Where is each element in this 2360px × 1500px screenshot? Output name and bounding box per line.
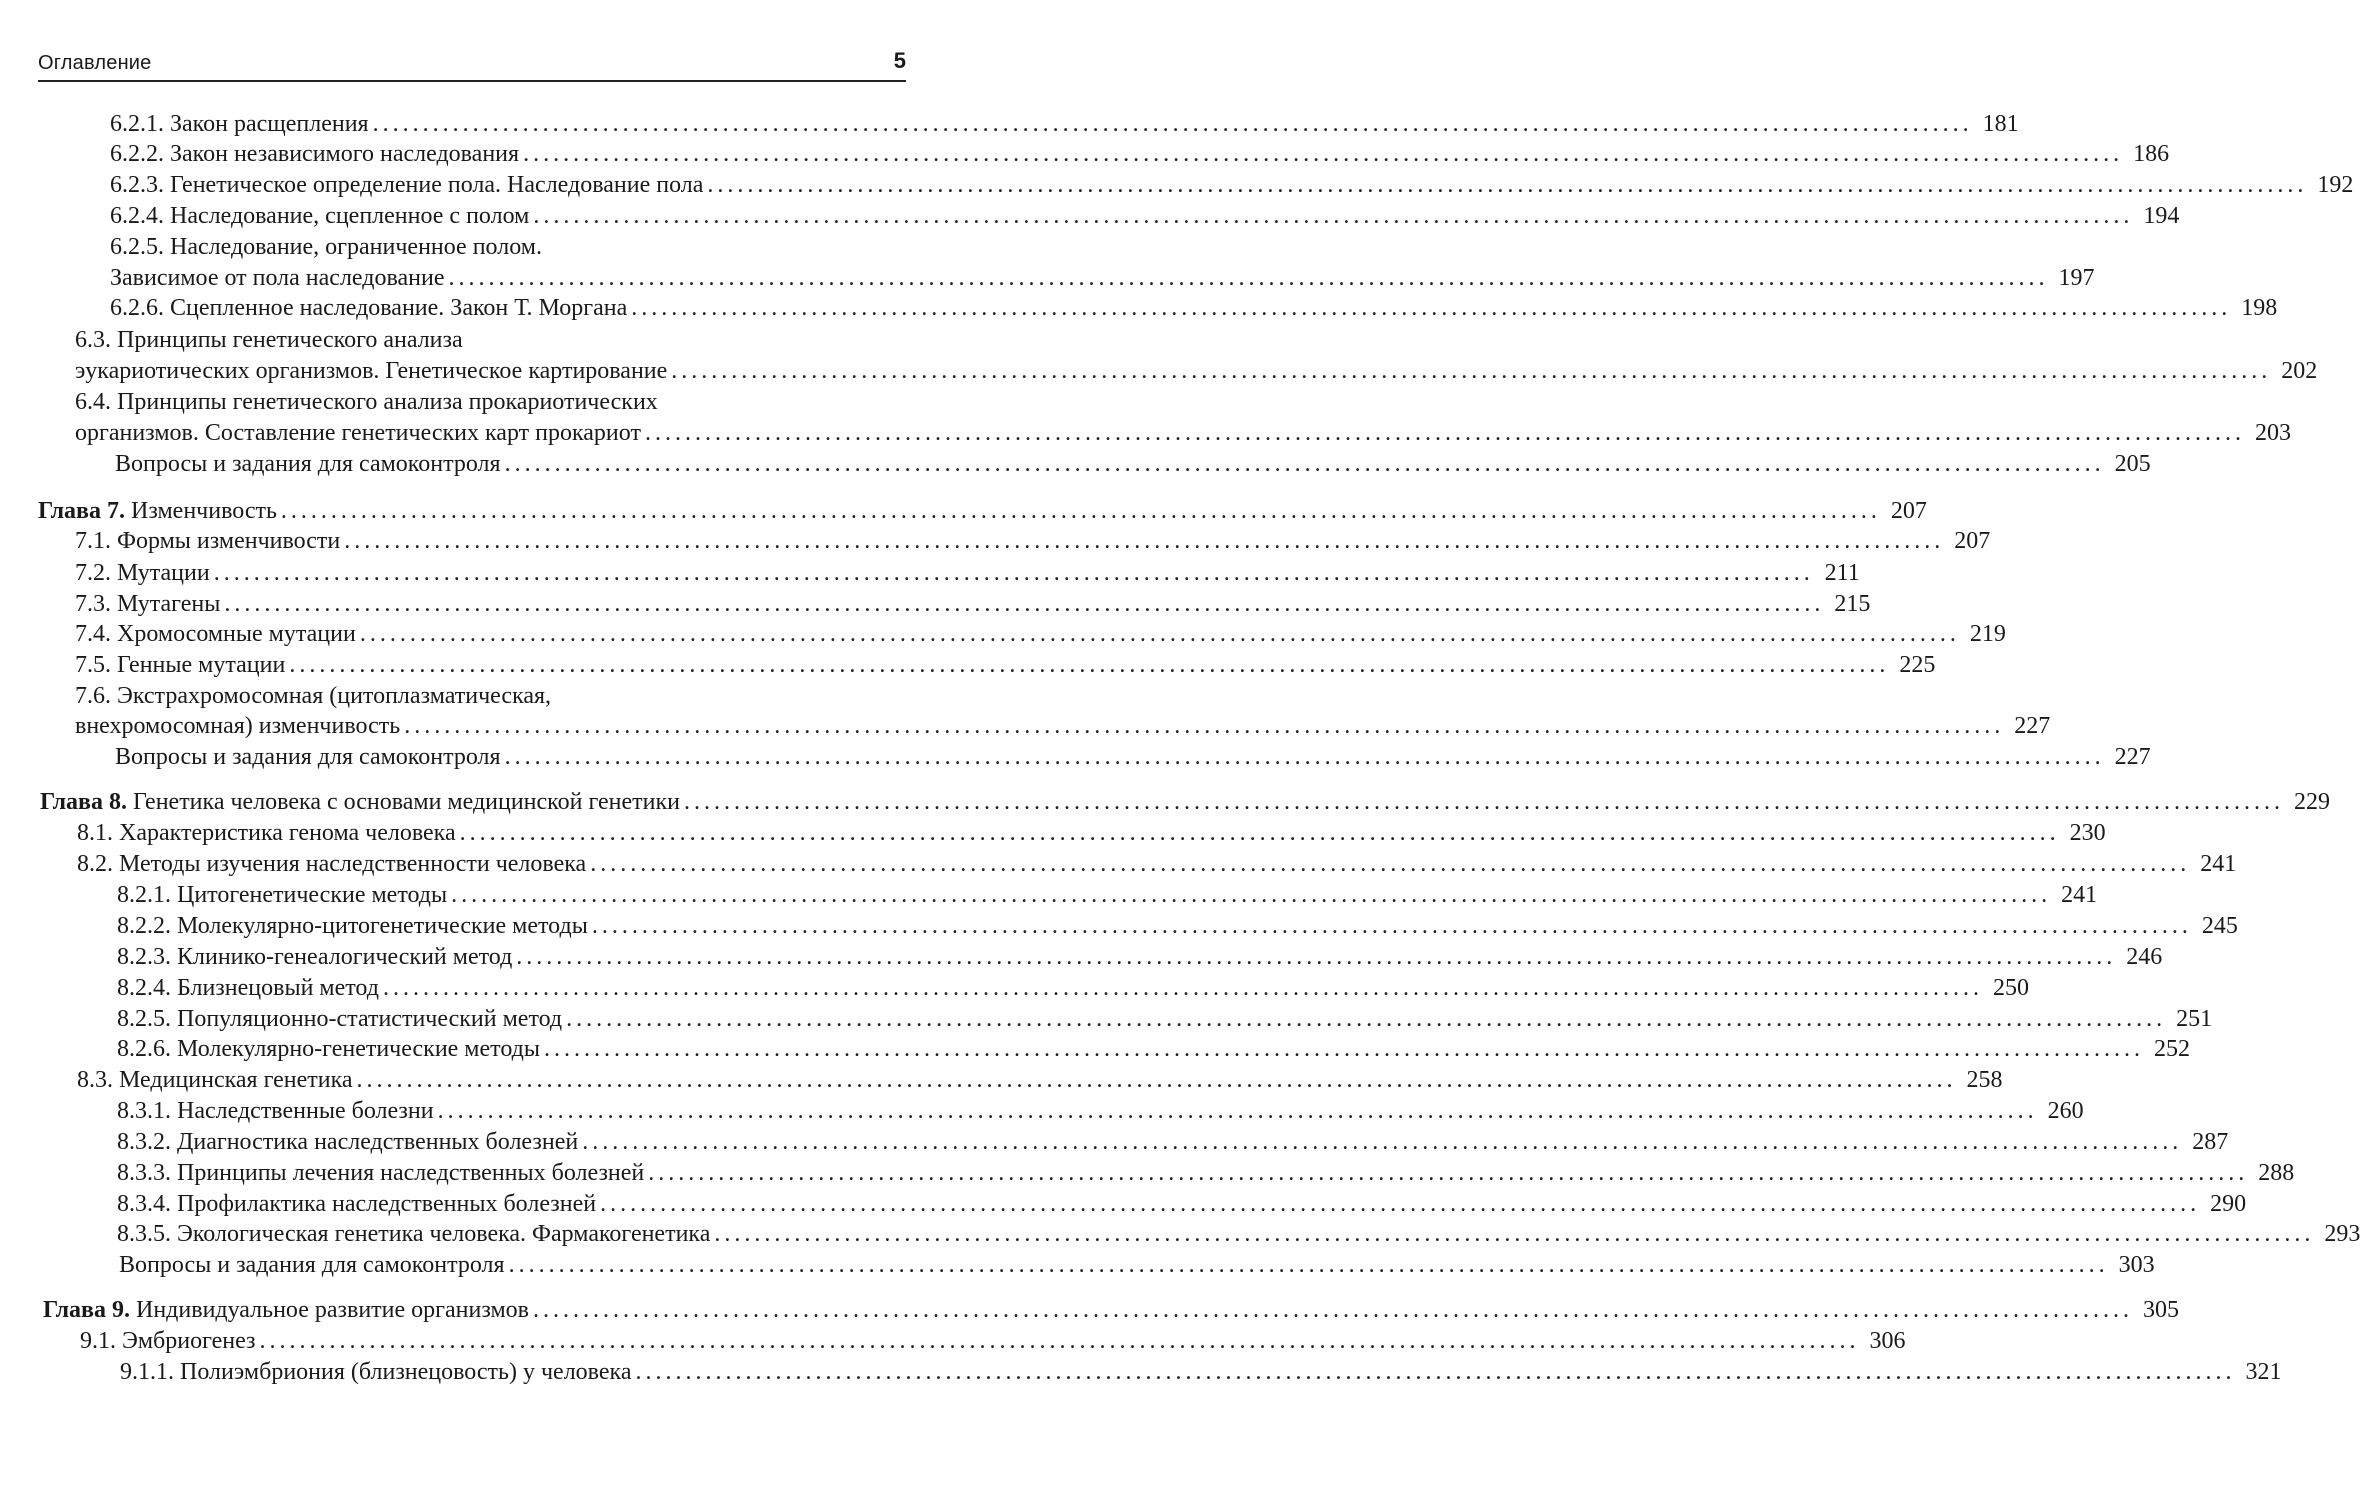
entry-title: Наследование, сцепленное с полом [170,203,530,229]
toc-entry-text [75,527,340,555]
entry-page-number: 241 [2200,851,2237,877]
toc-entry-text [110,233,542,261]
entry-page-number: 252 [2153,1036,2190,1062]
entry-page-number: 305 [2143,1297,2180,1323]
toc-entry-text [110,202,529,230]
toc-entry-text [117,1220,710,1248]
entry-title: Закон расщепления [170,111,369,137]
entry-title: Мутагены [117,591,221,617]
dot-leader: ................................................................................................................................................................ [259,1328,1860,1354]
dot-leader: ................................................................................................................................................................ [683,789,2284,815]
chapter-label: Глава 8. [40,789,127,815]
toc-entry-text [117,974,379,1002]
entry-title: Экстрахромосомная (цитоплазматическая, [117,683,552,709]
dot-leader: ................................................................................................................................................................ [344,528,1945,554]
section-number: 6.4. [75,389,111,415]
entry-page-number: 207 [1954,528,1991,554]
toc-entry [117,912,2238,940]
section-number: 6.2.5. [110,234,164,260]
section-number: 8.3. [77,1067,113,1093]
toc-entry [117,1097,2084,1125]
toc-entry [75,590,1871,618]
dot-leader: ................................................................................................................................................................ [714,1221,2315,1247]
entry-page-number: 197 [2058,265,2095,291]
dot-leader: ................................................................................................................................................................ [448,265,2049,291]
chapter-label: Глава 7. [38,498,125,524]
toc-entry-text [110,294,627,322]
toc-entry [115,743,2151,771]
dot-leader: ................................................................................................................................................................ [644,420,2245,446]
section-number: 8.3.4. [117,1191,171,1217]
section-number: 6.2.1. [110,111,164,137]
entry-title: Экологическая генетика человека. Фармакогенетика [177,1221,711,1247]
section-number: 6.2.3. [110,172,164,198]
toc-entry [117,1128,2229,1156]
entry-page-number: 202 [2281,358,2318,384]
section-number: 8.3.1. [117,1098,171,1124]
toc-chapter-entry [40,788,2330,816]
toc-entry [110,171,2354,199]
toc-entry [110,202,2180,230]
dot-leader: ................................................................................................................................................................ [523,141,2124,167]
running-header-title: Оглавление [38,52,152,74]
chapter-label: Глава 9. [43,1297,130,1323]
entry-page-number: 288 [2258,1160,2295,1186]
toc-entry [75,682,914,710]
toc-entry [77,1066,2003,1094]
toc-chapter-entry [38,497,1927,525]
toc-entry-text [75,682,551,710]
toc-entry [75,326,914,354]
entry-page-number: 293 [2324,1221,2360,1247]
dot-leader: ................................................................................................................................................................ [648,1160,2249,1186]
entry-page-number: 194 [2143,203,2180,229]
toc-entry-text [80,1327,256,1355]
toc-entry-text [110,171,703,199]
toc-entry-text [115,743,501,771]
entry-title: Цитогенетические методы [177,882,448,908]
toc-entry [120,1358,2282,1386]
entry-title: Методы изучения наследственности человека [119,851,587,877]
entry-title: Клинико-генеалогический метод [177,944,513,970]
toc-entry [75,620,2006,648]
entry-page-number: 245 [2201,913,2238,939]
entry-title: Вопросы и задания для самоконтроля [115,744,501,770]
section-number: 7.4. [75,621,111,647]
entry-page-number: 241 [2061,882,2098,908]
entry-page-number: 205 [2114,451,2151,477]
entry-title: Наследование, ограниченное полом. [170,234,542,260]
toc-entry-text [75,388,658,416]
entry-title: Эмбриогенез [122,1328,256,1354]
dot-leader: ................................................................................................................................................................ [382,975,1983,1001]
toc-entry [75,559,1860,587]
dot-leader: ................................................................................................................................................................ [437,1098,2038,1124]
toc-chapter-entry [43,1296,2180,1324]
entry-page-number: 198 [2241,295,2278,321]
toc-entry-text [119,1251,505,1279]
toc-entry [77,819,2106,847]
dot-leader: ................................................................................................................................................................ [543,1036,2144,1062]
entry-title: Зависимое от пола наследование [110,265,445,291]
entry-title: Формы изменчивости [117,528,341,554]
dot-leader: ................................................................................................................................................................ [508,1252,2109,1278]
toc-entry-text [75,620,356,648]
entry-page-number: 211 [1824,560,1860,586]
entry-page-number: 250 [1992,975,2029,1001]
toc-entry [115,450,2151,478]
running-header [38,46,906,82]
dot-leader: ................................................................................................................................................................ [504,744,2105,770]
dot-leader: ................................................................................................................................................................ [600,1191,2201,1217]
entry-title: Характеристика генома человека [119,820,456,846]
page-number: 5 [893,48,906,73]
toc-entry-text [77,819,456,847]
section-number: 8.2.5. [117,1006,171,1032]
entry-page-number: 219 [1969,621,2006,647]
section-number: 7.1. [75,528,111,554]
toc-entry-text [75,712,400,740]
dot-leader: ................................................................................................................................................................ [280,498,1881,524]
entry-page-number: 225 [1899,652,1936,678]
toc-entry-text [120,1358,631,1386]
toc-entry-text [117,1005,562,1033]
toc-entry-text [117,943,512,971]
toc-entry [75,419,2291,447]
toc-entry-text [75,326,463,354]
section-number: 8.2. [77,851,113,877]
entry-title: Хромосомные мутации [117,621,356,647]
dot-leader: ................................................................................................................................................................ [533,203,2134,229]
section-number: 7.5. [75,652,111,678]
entry-title: Диагностика наследственных болезней [177,1129,579,1155]
toc-entry-text [75,419,641,447]
entry-page-number: 258 [1966,1067,2003,1093]
toc-entry [75,388,914,416]
dot-leader: ................................................................................................................................................................ [372,111,1973,137]
toc-entry-text [117,1159,644,1187]
entry-title: эукариотических организмов. Генетическое картирование [75,358,668,384]
dot-leader: ................................................................................................................................................................ [591,913,2192,939]
dot-leader: ................................................................................................................................................................ [635,1359,2236,1385]
toc-entry-text [75,590,220,618]
entry-page-number: 230 [2069,820,2106,846]
section-number: 6.3. [75,327,111,353]
entry-title: Индивидуальное развитие организмов [136,1297,530,1323]
dot-leader: ................................................................................................................................................................ [516,944,2117,970]
section-number: 6.2.2. [110,141,164,167]
toc-entry-text [110,264,445,292]
entry-page-number: 215 [1834,591,1871,617]
dot-leader: ................................................................................................................................................................ [707,172,2308,198]
toc-entry [110,110,2019,138]
section-number: 8.2.3. [117,944,171,970]
section-number: 8.1. [77,820,113,846]
toc-entry [117,1005,2213,1033]
toc-entry [77,850,2237,878]
entry-title: Принципы генетического анализа [117,327,463,353]
dot-leader: ................................................................................................................................................................ [671,358,2272,384]
entry-page-number: 227 [2014,713,2051,739]
entry-page-number: 192 [2317,172,2354,198]
entry-title: Закон независимого наследования [170,141,520,167]
entry-page-number: 229 [2293,789,2330,815]
dot-leader: ................................................................................................................................................................ [451,882,2052,908]
entry-title: Вопросы и задания для самоконтроля [119,1252,505,1278]
entry-page-number: 227 [2114,744,2151,770]
entry-page-number: 181 [1982,111,2019,137]
entry-title: Генетика человека с основами медицинской генетики [133,789,680,815]
toc-entry-text [110,140,519,168]
toc-entry-text [38,497,277,525]
entry-page-number: 287 [2192,1129,2229,1155]
dot-leader: ................................................................................................................................................................ [590,851,2191,877]
toc-entry [117,974,2029,1002]
dot-leader: ................................................................................................................................................................ [224,591,1825,617]
toc-entry [75,357,2318,385]
entry-title: Наследственные болезни [177,1098,434,1124]
dot-leader: ................................................................................................................................................................ [359,621,1960,647]
toc-entry [110,264,2095,292]
entry-page-number: 203 [2254,420,2291,446]
entry-title: Изменчивость [131,498,277,524]
entry-title: Близнецовый метод [177,975,379,1001]
entry-title: Профилактика наследственных болезней [177,1191,597,1217]
entry-page-number: 260 [2047,1098,2084,1124]
toc-entry [75,527,1991,555]
entry-title: Полиэмбриония (близнецовость) у человека [180,1359,632,1385]
section-number: 9.1.1. [120,1359,174,1385]
entry-title: Вопросы и задания для самоконтроля [115,451,501,477]
section-number: 8.3.5. [117,1221,171,1247]
dot-leader: ................................................................................................................................................................ [289,652,1890,678]
entry-title: Генные мутации [117,652,286,678]
dot-leader: ................................................................................................................................................................ [459,820,2060,846]
toc-entry-text [117,1190,596,1218]
toc-entry [80,1327,1906,1355]
section-number: 8.3.3. [117,1160,171,1186]
section-number: 7.6. [75,683,111,709]
toc-entry-text [77,1066,353,1094]
entry-title: Принципы лечения наследственных болезней [177,1160,645,1186]
section-number: 9.1. [80,1328,116,1354]
section-number: 7.2. [75,560,111,586]
toc-entry [110,294,2278,322]
toc-entry-text [40,788,680,816]
section-number: 8.2.6. [117,1036,171,1062]
section-number: 6.2.6. [110,295,164,321]
entry-page-number: 246 [2126,944,2163,970]
section-number: 8.2.4. [117,975,171,1001]
toc-entry-text [117,881,447,909]
toc-entry [75,712,2051,740]
dot-leader: ................................................................................................................................................................ [213,560,1814,586]
toc-entry-text [110,110,369,138]
dot-leader: ................................................................................................................................................................ [566,1006,2167,1032]
section-number: 8.2.1. [117,882,171,908]
entry-title: Мутации [117,560,210,586]
toc-entry-text [43,1296,529,1324]
toc-entry-text [75,357,667,385]
dot-leader: ................................................................................................................................................................ [504,451,2105,477]
dot-leader: ................................................................................................................................................................ [631,295,2232,321]
toc-entry-text [117,1097,434,1125]
entry-title: Медицинская генетика [119,1067,353,1093]
dot-leader: ................................................................................................................................................................ [404,713,2005,739]
toc-entry-text [75,651,285,679]
toc-entry [117,1220,2360,1248]
toc-entry [110,140,2170,168]
entry-page-number: 306 [1869,1328,1906,1354]
dot-leader: ................................................................................................................................................................ [582,1129,2183,1155]
entry-page-number: 251 [2176,1006,2213,1032]
entry-title: Генетическое определение пола. Наследование пола [170,172,704,198]
entry-title: Популяционно-статистический метод [177,1006,563,1032]
toc-entry-text [117,1035,540,1063]
toc-entry [117,1190,2247,1218]
toc-entry-text [115,450,501,478]
toc-entry-text [75,559,210,587]
section-number: 8.3.2. [117,1129,171,1155]
entry-title: Принципы генетического анализа прокариотических [117,389,658,415]
toc-entry [119,1251,2155,1279]
section-number: 8.2.2. [117,913,171,939]
toc-entry [117,943,2163,971]
entry-title: Молекулярно-цитогенетические методы [177,913,588,939]
entry-page-number: 186 [2133,141,2170,167]
entry-title: Молекулярно-генетические методы [177,1036,540,1062]
section-number: 6.2.4. [110,203,164,229]
toc-entry-text [77,850,586,878]
toc-entry-text [117,1128,578,1156]
section-number: 7.3. [75,591,111,617]
entry-page-number: 303 [2118,1252,2155,1278]
toc-entry [75,651,1936,679]
entry-page-number: 207 [1890,498,1927,524]
toc-entry [117,881,2098,909]
toc-entry [110,233,914,261]
entry-page-number: 321 [2245,1359,2282,1385]
entry-title: организмов. Составление генетических карт прокариот [75,420,641,446]
entry-title: Сцепленное наследование. Закон Т. Моргана [170,295,628,321]
dot-leader: ................................................................................................................................................................ [356,1067,1957,1093]
entry-page-number: 290 [2210,1191,2247,1217]
toc-entry-text [117,912,588,940]
toc-entry [117,1035,2190,1063]
dot-leader: ................................................................................................................................................................ [533,1297,2134,1323]
entry-title: внехромосомная) изменчивость [75,713,401,739]
toc-entry [117,1159,2295,1187]
